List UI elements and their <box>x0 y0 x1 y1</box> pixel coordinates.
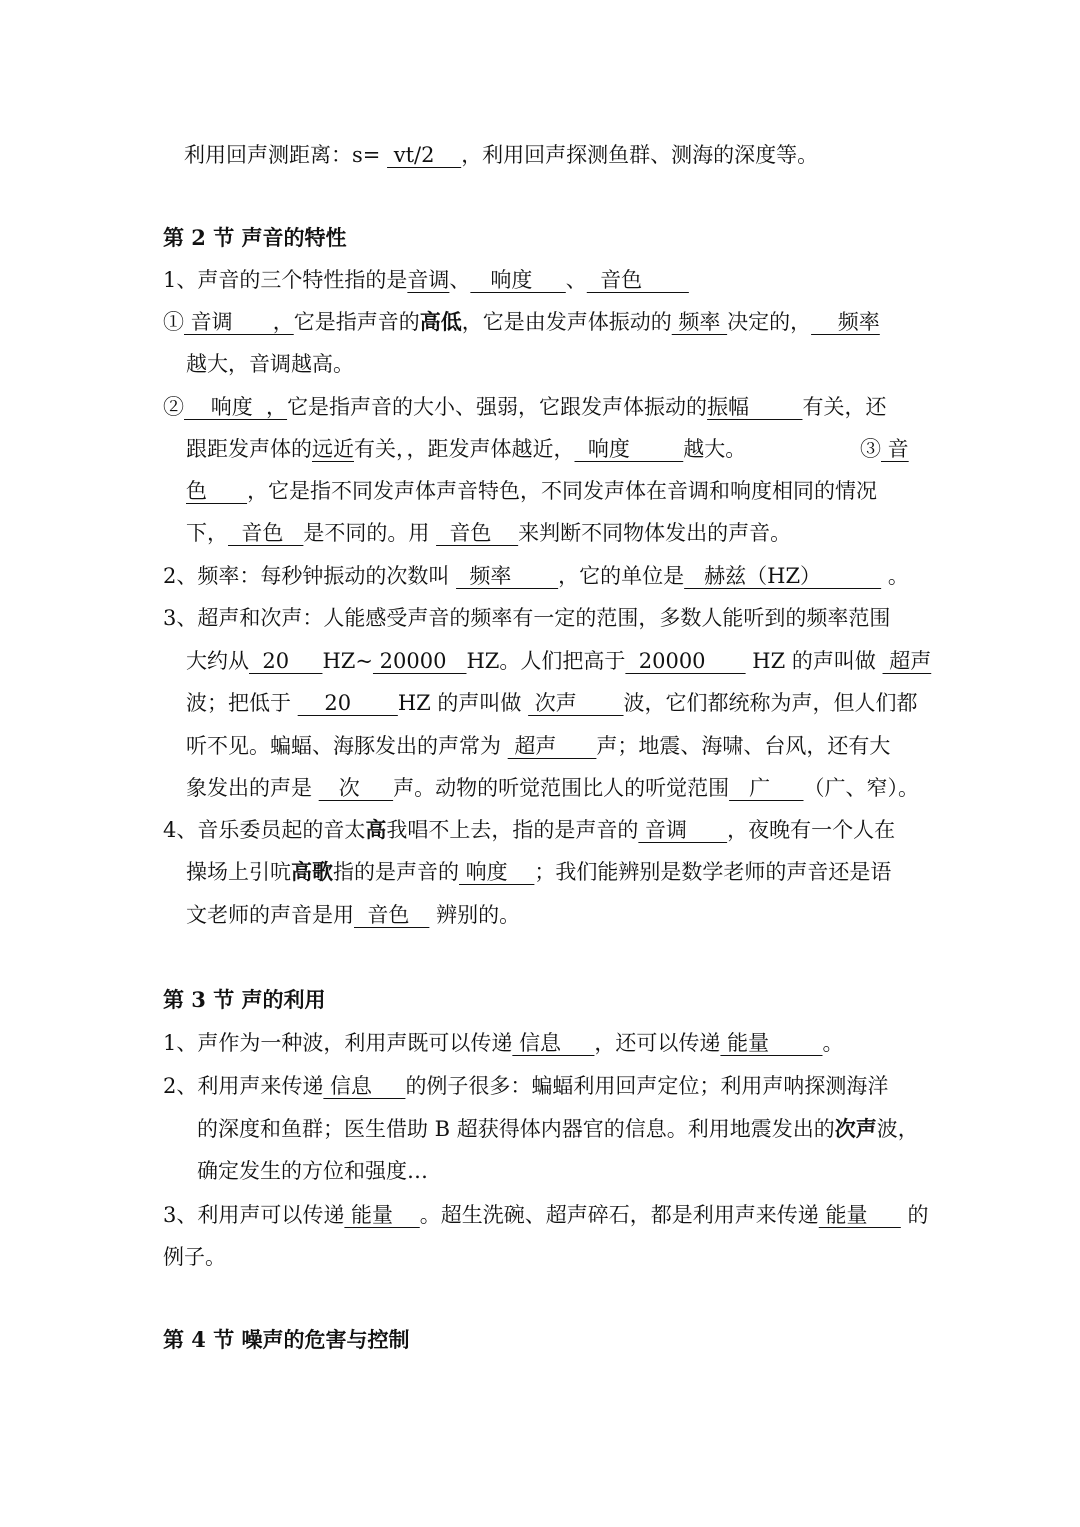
s2-timbre-line <box>186 476 877 506</box>
s2-loudness-line <box>163 392 886 422</box>
s2-q4-line3 <box>186 900 520 930</box>
circled-number: ② <box>163 395 184 419</box>
answer-blank: 超声 <box>882 649 932 673</box>
s2-timbre-cont <box>186 518 791 548</box>
answer-blank: 能量 <box>344 1203 420 1227</box>
s3-q1 <box>163 1028 844 1058</box>
text: 波， <box>876 1117 919 1141</box>
text: 2、利用声来传递 <box>163 1074 324 1098</box>
text: 它是指声音的 <box>293 310 420 334</box>
text: 我唱不上去，指的是声音的 <box>386 818 639 842</box>
answer-blank: 能量 <box>720 1031 823 1055</box>
answer-blank: 音 <box>881 437 909 461</box>
text: 4、音乐委员起的音太 <box>163 818 366 842</box>
text: ；我们能辨别是数学老师的声音还是语 <box>534 860 892 884</box>
s2-q3-line1: 3、超声和次声：人能感受声音的频率有一定的范围，多数人能听到的频率范围 <box>163 606 891 630</box>
s2-q3-line5 <box>186 773 919 803</box>
text: 波，它们都统称为声，但人们都 <box>623 691 918 715</box>
text: 象发出的声是 <box>186 776 319 800</box>
s2-timbre-start <box>860 434 909 464</box>
text: 声；地震、海啸、台风，还有大 <box>596 734 891 758</box>
text: ，夜晚有一个人在 <box>727 818 896 842</box>
text: 大约从 <box>186 649 249 673</box>
text: 是不同的。用 <box>303 521 437 545</box>
text: HZ 的声叫做 <box>397 691 529 715</box>
text: ，利用回声探测鱼群、测海的深度等。 <box>461 143 819 167</box>
section-2-title: 第 2 节 声音的特性 <box>163 225 347 250</box>
answer-blank: 远近 <box>312 437 354 461</box>
answer-blank: 能量 <box>818 1203 901 1227</box>
bold-text: 次声 <box>834 1116 877 1141</box>
text: 2、频率：每秒钟振动的次数叫 <box>163 564 457 588</box>
s2-q3-line2 <box>186 646 931 676</box>
s2-q3-line4 <box>186 731 890 761</box>
s3-q2-line3: 确定发生的方位和强度… <box>197 1159 428 1183</box>
answer-blank: 信息 <box>512 1031 595 1055</box>
answer-blank: 次 <box>318 776 394 800</box>
s3-q2-line1 <box>163 1071 888 1101</box>
answer-blank: 频率 <box>456 564 559 588</box>
text: 听不见。蝙蝠、海豚发出的声常为 <box>186 734 508 758</box>
text: 有关，，距发声体越近， <box>354 437 575 461</box>
answer-blank: 音色 <box>228 521 304 545</box>
answer-blank: 频率 <box>811 310 880 334</box>
text: ，它是指不同发声体声音特色，不同发声体在音调和响度相同的情况 <box>247 479 878 503</box>
answer-blank: 音色 <box>354 903 430 927</box>
bold-text: 高低 <box>419 309 462 334</box>
text: HZ~ <box>322 649 373 673</box>
text: 、 <box>449 268 471 292</box>
text: 的 <box>900 1203 929 1227</box>
section-3-title: 第 3 节 声的利用 <box>163 987 326 1012</box>
text: 文老师的声音是用 <box>186 903 354 927</box>
answer-blank: 音调 <box>407 268 450 292</box>
answer-blank: 广 <box>729 776 804 800</box>
text: 决定的， <box>727 310 812 334</box>
answer-blank: 音调 ， <box>184 310 294 334</box>
answer-blank: 超声 <box>507 734 597 758</box>
answer-blank: 20000 <box>372 649 467 673</box>
text: 它是指声音的大小、强弱，它跟发声体振动的 <box>287 395 708 419</box>
text: 。 <box>822 1031 844 1055</box>
answer-blank: 响度 <box>574 437 684 461</box>
text: 的例子很多：蝙蝠利用回声定位；利用声呐探测海洋 <box>405 1074 889 1098</box>
circled-number: ③ <box>860 437 881 461</box>
text: ，它是由发声体振动的 <box>461 310 672 334</box>
s3-q3-line2: 例子。 <box>163 1245 226 1269</box>
answer-blank: 响度 <box>459 860 535 884</box>
answer-blank: 色 <box>186 479 248 503</box>
answer-blank: 次声 <box>528 691 624 715</box>
text: 跟距发声体的 <box>186 437 312 461</box>
s2-pitch-line <box>163 307 880 337</box>
text: （广、窄）。 <box>803 776 919 800</box>
circled-number: ① <box>163 310 184 334</box>
answer-blank: 响度 <box>470 268 566 292</box>
text: 来判断不同物体发出的声音。 <box>518 521 792 545</box>
s2-q3-line3 <box>186 688 918 718</box>
s2-q2 <box>163 561 909 591</box>
text: 3、利用声可以传递 <box>163 1203 345 1227</box>
echo-distance-line <box>184 140 818 170</box>
s2-q4-line2 <box>186 857 891 887</box>
answer-blank: 赫兹（HZ） <box>684 564 882 588</box>
text: 下， <box>186 521 228 545</box>
text: 1、声音的三个特性指的是 <box>163 268 408 292</box>
text: ，它的单位是 <box>558 564 685 588</box>
s2-loudness-cont <box>186 434 746 464</box>
text: 。超生洗碗、超声碎石，都是利用声来传递 <box>419 1203 819 1227</box>
answer-blank: 信息 <box>323 1074 406 1098</box>
answer-blank: 音色 <box>436 521 519 545</box>
text: ，还可以传递 <box>594 1031 721 1055</box>
s2-q1 <box>163 265 689 295</box>
text: HZ 的声叫做 <box>745 649 883 673</box>
bold-text: 高歌 <box>291 859 333 884</box>
text: 有关，还 <box>802 395 887 419</box>
answer-blank: 振幅 <box>707 395 803 419</box>
answer-blank: 音调 <box>638 818 728 842</box>
text: 、 <box>565 268 587 292</box>
answer-blank: 20 <box>297 691 398 715</box>
answer-blank: 频率 <box>671 310 728 334</box>
bold-text: 高 <box>365 817 387 842</box>
s2-q4-line1 <box>163 815 895 845</box>
text: 波；把低于 <box>186 691 298 715</box>
s2-pitch-cont: 越大，音调越高。 <box>186 352 354 376</box>
text: 。 <box>881 564 909 588</box>
answer-blank: 音色 <box>586 268 689 292</box>
text: 声。动物的听觉范围比人的听觉范围 <box>393 776 730 800</box>
s3-q3-line1 <box>163 1200 929 1230</box>
text: 操场上引吭 <box>186 860 291 884</box>
text: 利用回声测距离：s= <box>184 143 388 167</box>
text: HZ。人们把高于 <box>466 649 626 673</box>
text: 的深度和鱼群；医生借助 B 超获得体内器官的信息。利用地震发出的 <box>197 1117 835 1141</box>
text: 越大。 <box>683 437 747 461</box>
text: 指的是声音的 <box>333 860 459 884</box>
answer-blank: vt/2 <box>387 143 462 167</box>
text: 1、声作为一种波，利用声既可以传递 <box>163 1031 513 1055</box>
answer-blank: 响度 ， <box>184 395 288 419</box>
answer-blank: 20000 <box>625 649 746 673</box>
s3-q2-line2 <box>197 1114 919 1144</box>
section-4-title: 第 4 节 噪声的危害与控制 <box>163 1327 410 1352</box>
answer-blank: 20 <box>249 649 323 673</box>
text: 辨别的。 <box>429 903 521 927</box>
